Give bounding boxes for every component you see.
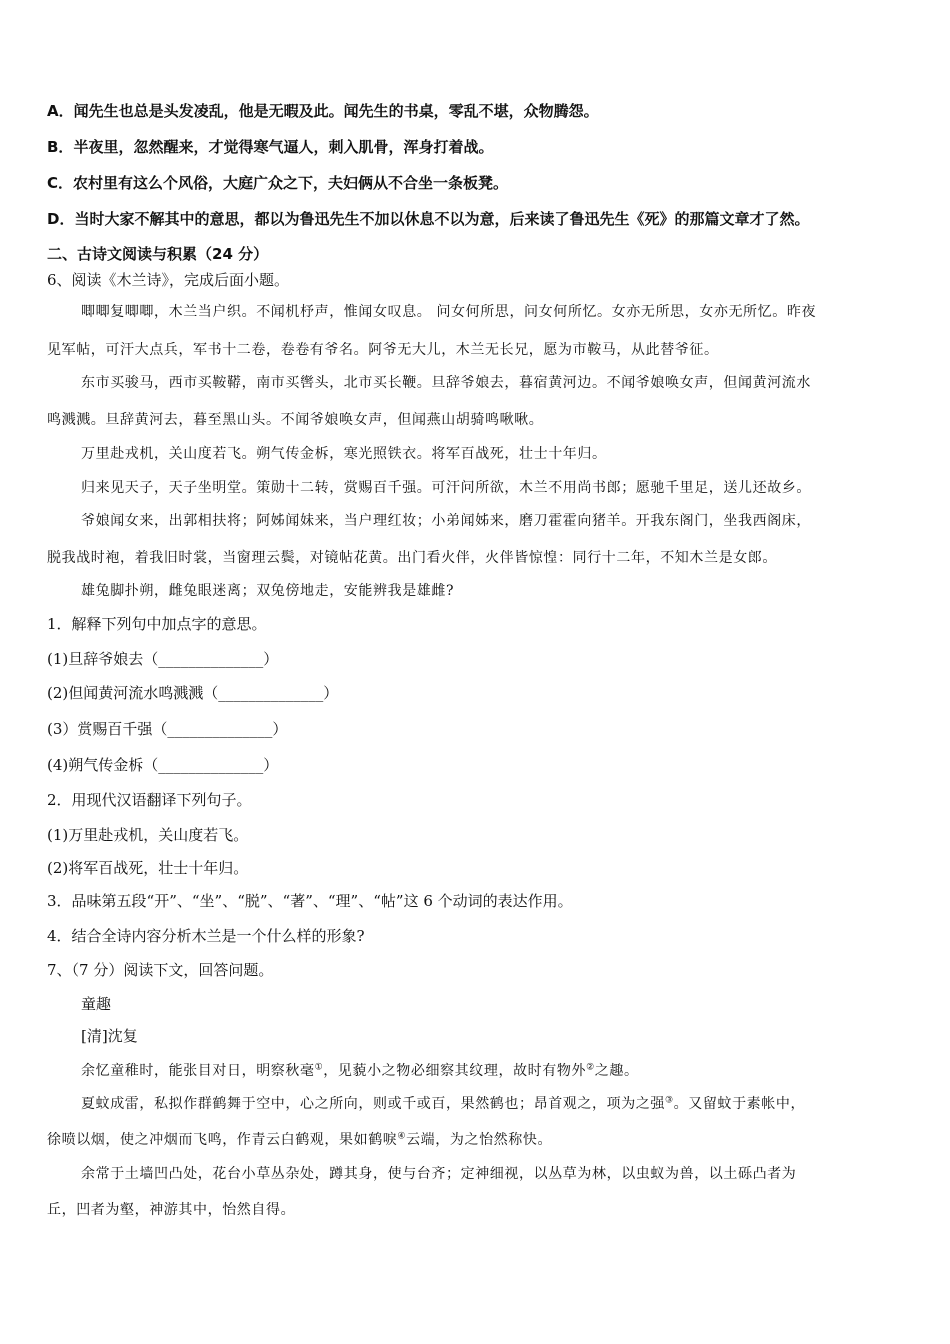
option-text: 闻先生也总是头发凌乱，他是无暇及此。闻先生的书桌，零乱不堪，众物腾怨。 [73, 102, 599, 120]
poem-line: 脱我战时袍，着我旧时裳，当窗理云鬓，对镜帖花黄。出门看火伴，火伴皆惊惶：同行十二年，不知木兰是女郎。 [47, 550, 777, 566]
word-blank: (1)旦辞爷娘去（______________） [47, 650, 279, 668]
option-a [47, 101, 599, 121]
option-letter: C． [47, 174, 74, 192]
passage-line: 徐喷以烟，使之冲烟而飞鸣，作青云白鹤观，果如鹤唳④云端，为之怡然称快。 [47, 1131, 553, 1148]
option-d [47, 209, 809, 229]
word-blank: (4)朔气传金柝（______________） [47, 756, 279, 774]
poem-line: 雄兔脚扑朔，雌兔眼迷离；双兔傍地走，安能辨我是雄雌? [81, 583, 455, 599]
poem-line: 万里赴戎机，关山度若飞。朔气传金柝，寒光照铁衣。将军百战死，壮士十年归。 [81, 446, 607, 462]
poem-line: 见军帖，可汗大点兵，军书十二卷，卷卷有爷名。阿爷无大儿，木兰无长兄，愿为市鞍马，从此替爷征。 [47, 342, 719, 358]
option-letter: B． [47, 138, 74, 156]
option-text: 农村里有这么个风俗，大庭广众之下，夫妇俩从不合坐一条板凳。 [73, 174, 509, 192]
word-blank: (2)但闻黄河流水鸣溅溅（______________） [47, 684, 339, 702]
passage-line: 余忆童稚时，能张目对日，明察秋毫①，见藐小之物必细察其纹理，故时有物外②之趣。 [81, 1062, 639, 1079]
poem-line: 归来见天子，天子坐明堂。策勋十二转，赏赐百千强。可汗问所欲，木兰不用尚书郎；愿驰千里足，送儿还故乡。 [81, 480, 811, 496]
section-heading: 二、古诗文阅读与积累（24 分） [47, 245, 269, 263]
option-letter: D． [47, 210, 75, 228]
option-text: 当时大家不解其中的意思，都以为鲁迅先生不加以休息不以为意，后来读了鲁迅先生《死》的那篇文章才了然。 [74, 210, 810, 228]
sub-question-1: 1．解释下列句中加点字的意思。 [47, 615, 267, 633]
option-c [47, 173, 508, 193]
passage-title: 童趣 [81, 995, 112, 1013]
option-letter: A． [47, 102, 74, 120]
option-b [47, 137, 493, 157]
poem-line: 爷娘闻女来，出郭相扶将；阿姊闻妹来，当户理红妆；小弟闻姊来，磨刀霍霍向猪羊。开我东阁门，坐我西阁床， [81, 513, 811, 529]
footnote-mark: ② [586, 1062, 595, 1073]
sub-question-3: 3．品味第五段“开”、“坐”、“脱”、“著”、“理”、“帖”这 6 个动词的表达作用。 [47, 892, 573, 910]
translate-sentence: (2)将军百战死，壮士十年归。 [47, 859, 249, 877]
option-text: 半夜里，忽然醒来，才觉得寒气逼人，刺入肌骨，浑身打着战。 [73, 138, 494, 156]
poem-line: 唧唧复唧唧，木兰当户织。不闻机杼声，惟闻女叹息。 问女何所思，问女何所忆。女亦无所思，女亦无所忆。昨夜 [81, 304, 817, 320]
poem-line: 鸣溅溅。旦辞黄河去，暮至黑山头。不闻爷娘唤女声，但闻燕山胡骑鸣啾啾。 [47, 412, 544, 428]
footnote-mark: ① [314, 1062, 324, 1073]
question-7-intro: 7、（7 分）阅读下文，回答问题。 [47, 961, 274, 979]
footnote-mark: ③ [665, 1095, 674, 1106]
passage-line: 余常于土墙凹凸处，花台小草丛杂处，蹲其身，使与台齐；定神细视，以丛草为林，以虫蚁为兽，以土砾凸者为 [81, 1166, 797, 1182]
word-blank: (3）赏赐百千强（______________） [47, 720, 288, 738]
question-6-intro: 6、阅读《木兰诗》，完成后面小题。 [47, 271, 290, 289]
translate-sentence: (1)万里赴戎机，关山度若飞。 [47, 826, 249, 844]
footnote-mark: ④ [397, 1131, 407, 1142]
passage-line: 夏蚊成雷，私拟作群鹤舞于空中，心之所向，则或千或百，果然鹤也；昂首观之，项为之强③。又留蚊于素帐中， [81, 1095, 806, 1112]
passage-line: 丘，凹者为壑，神游其中，怡然自得。 [47, 1202, 296, 1218]
poem-line: 东市买骏马，西市买鞍鞯，南市买辔头，北市买长鞭。旦辞爷娘去，暮宿黄河边。不闻爷娘唤女声，但闻黄河流水 [81, 375, 811, 391]
sub-question-2: 2．用现代汉语翻译下列句子。 [47, 791, 252, 809]
sub-question-4: 4．结合全诗内容分析木兰是一个什么样的形象? [47, 927, 365, 945]
passage-author: [清]沈复 [81, 1027, 138, 1045]
